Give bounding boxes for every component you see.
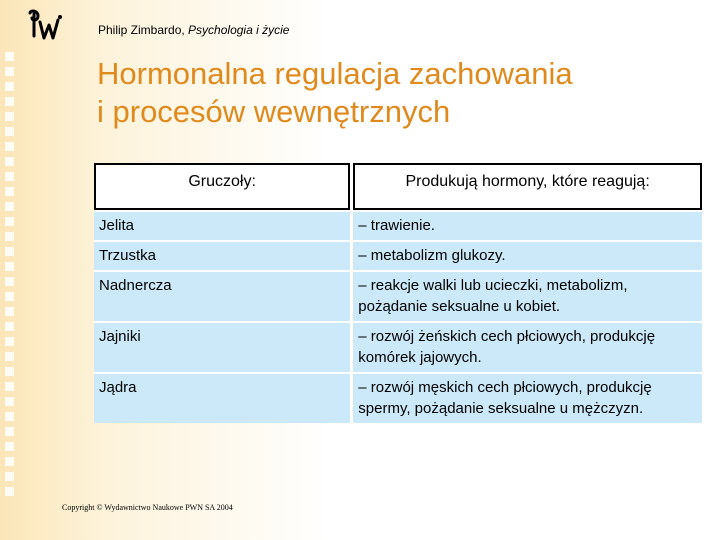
title-line-1: Hormonalna regulacja zachowania	[97, 56, 573, 91]
pwn-logo-icon	[26, 8, 64, 42]
table-header-row	[94, 163, 702, 210]
book-title: Psychologia i życie	[188, 23, 290, 37]
table-row	[94, 210, 702, 240]
gland-cell: Jelita	[94, 210, 350, 240]
title-line-2: i procesów wewnętrznych	[97, 94, 451, 129]
effect-cell: – trawienie.	[353, 210, 702, 240]
slide-title	[97, 55, 697, 131]
header-hormones: Produkują hormony, które reagują:	[353, 163, 702, 210]
table-row	[94, 270, 702, 321]
copyright-notice: Copyright © Wydawnictwo Naukowe PWN SA 2004	[62, 503, 233, 512]
gland-cell: Nadnercza	[94, 270, 350, 321]
decorative-square-strip	[0, 52, 22, 502]
table-row	[94, 372, 702, 423]
effect-cell: – rozwój męskich cech płciowych, produkcję spermy, pożądanie seksualne u mężczyzn.	[353, 372, 702, 423]
table-row	[94, 240, 702, 270]
effect-cell: – rozwój żeńskich cech płciowych, produkcję komórek jajowych.	[353, 321, 702, 372]
effect-cell: – metabolizm glukozy.	[353, 240, 702, 270]
gland-cell: Trzustka	[94, 240, 350, 270]
header-glands: Gruczoły:	[94, 163, 350, 210]
book-reference	[98, 23, 289, 37]
author-name: Philip Zimbardo,	[98, 23, 189, 37]
gland-cell: Jajniki	[94, 321, 350, 372]
gland-cell: Jądra	[94, 372, 350, 423]
hormone-glands-table	[91, 163, 705, 423]
table-row	[94, 321, 702, 372]
effect-cell: – reakcje walki lub ucieczki, metabolizm, pożądanie seksualne u kobiet.	[353, 270, 702, 321]
